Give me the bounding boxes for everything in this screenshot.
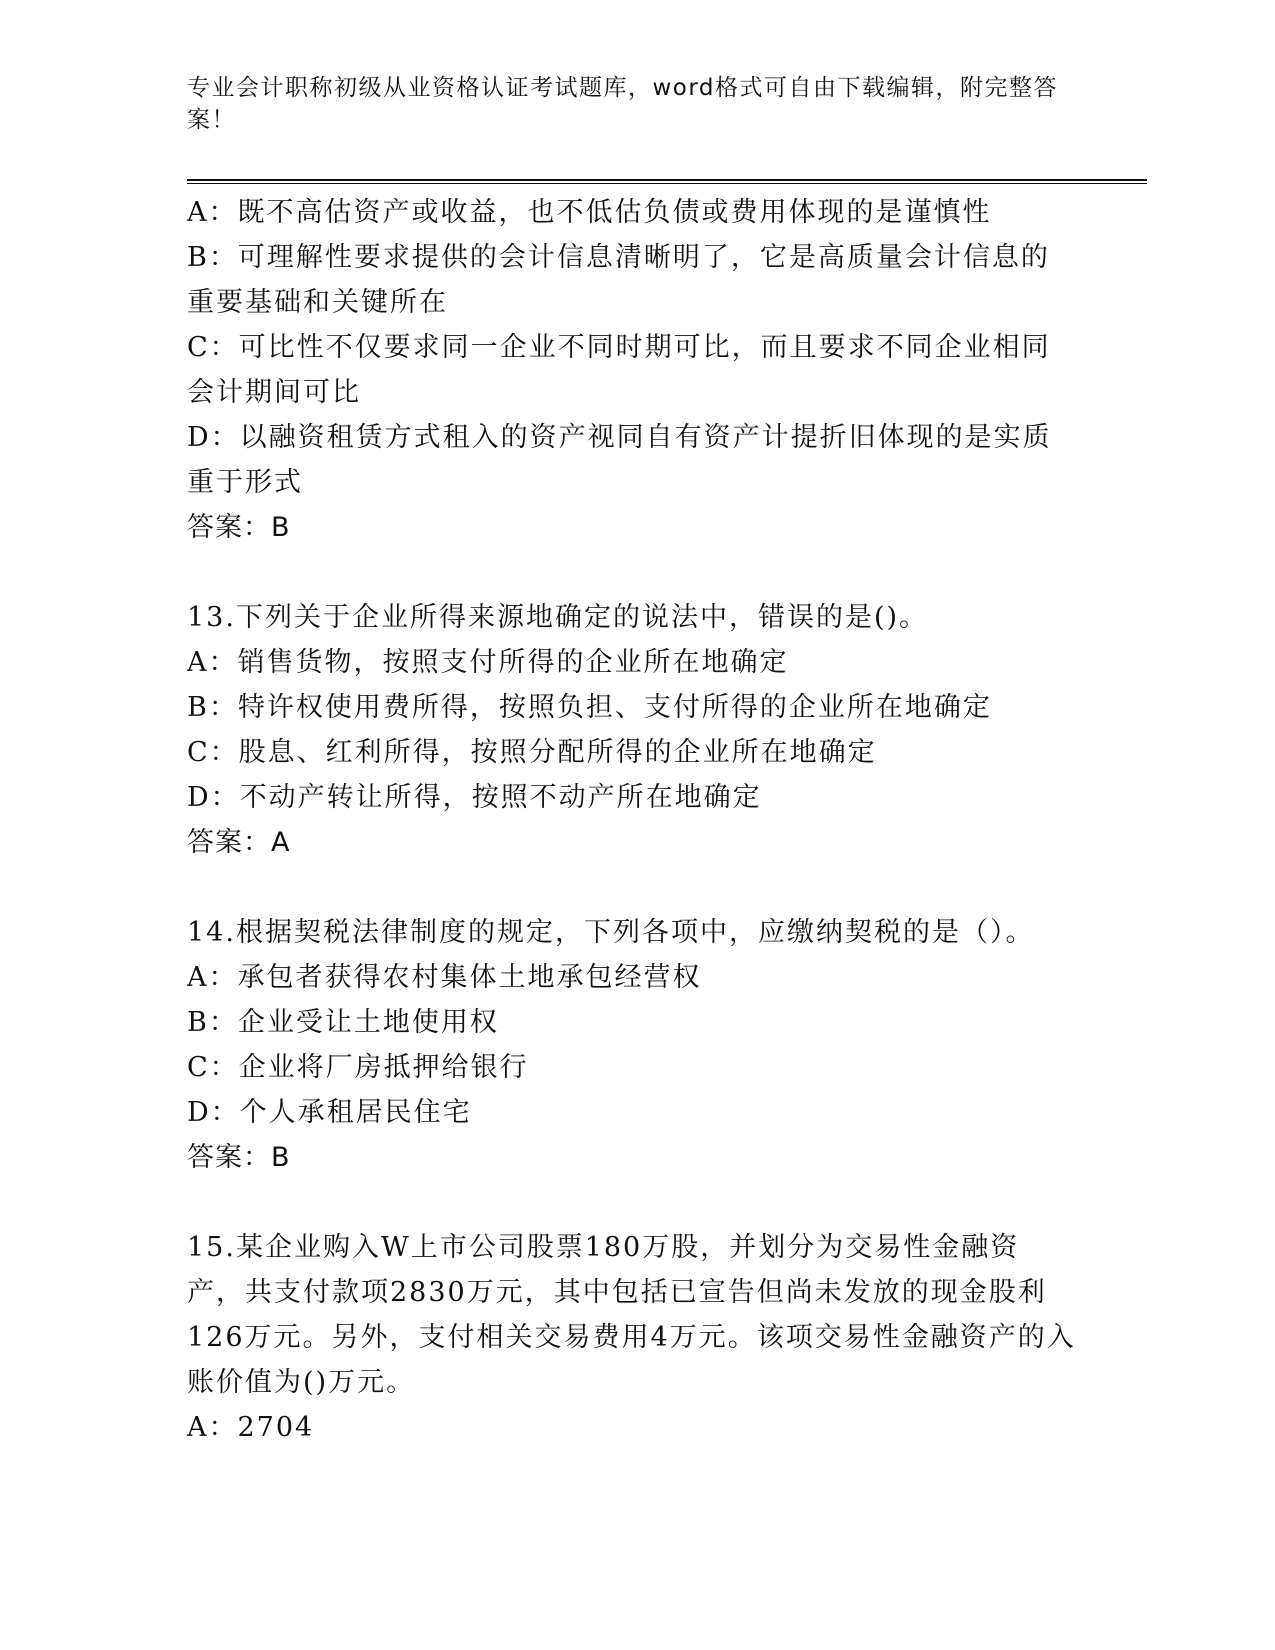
question-stem: 15.某企业购入W上市公司股票180万股，并划分为交易性金融资产，共支付款项2830万元，其中包括已宣告但尚未发放的现金股利126万元。另外，支付相关交易费用4万元。该项交易性金融资产的入账价值为()万元。	[187, 1232, 1076, 1398]
question-block-12	[187, 190, 1077, 550]
option-b: B：可理解性要求提供的会计信息清晰明了，它是高质量会计信息的重要基础和关键所在	[187, 242, 1050, 318]
header-rule-thick	[187, 179, 1147, 181]
question-block-14	[187, 910, 1077, 1180]
option-a: A：承包者获得农村集体土地承包经营权	[187, 962, 702, 993]
option-b: B：企业受让土地使用权	[187, 1007, 499, 1038]
option-a: A：既不高估资产或收益，也不低估负债或费用体现的是谨慎性	[187, 197, 992, 228]
answer-line: 答案：B	[187, 1142, 291, 1173]
block-gap	[187, 550, 1077, 595]
question-content	[187, 190, 1077, 1450]
page-header: 专业会计职称初级从业资格认证考试题库，word格式可自由下载编辑，附完整答案！	[187, 75, 1059, 133]
question-stem: 14.根据契税法律制度的规定，下列各项中，应缴纳契税的是（）。	[187, 917, 1035, 948]
option-c: C：可比性不仅要求同一企业不同时期可比，而且要求不同企业相同会计期间可比	[187, 332, 1051, 408]
option-c: C：企业将厂房抵押给银行	[187, 1052, 529, 1083]
option-d: D：不动产转让所得，按照不动产所在地确定	[187, 782, 762, 813]
answer-line: 答案：A	[187, 827, 291, 858]
block-gap	[187, 1180, 1077, 1225]
option-d: D：以融资租赁方式租入的资产视同自有资产计提折旧体现的是实质重于形式	[187, 422, 1052, 498]
question-block-15	[187, 1225, 1077, 1450]
block-gap	[187, 865, 1077, 910]
option-a: A：2704	[187, 1412, 315, 1443]
option-a: A：销售货物，按照支付所得的企业所在地确定	[187, 647, 789, 678]
option-c: C：股息、红利所得，按照分配所得的企业所在地确定	[187, 737, 877, 768]
option-b: B：特许权使用费所得，按照负担、支付所得的企业所在地确定	[187, 692, 992, 723]
header-rule-thin	[187, 183, 1147, 184]
question-block-13	[187, 595, 1077, 865]
question-stem: 13.下列关于企业所得来源地确定的说法中，错误的是()。	[187, 602, 929, 633]
option-d: D：个人承租居民住宅	[187, 1097, 472, 1128]
answer-line: 答案：B	[187, 512, 291, 543]
